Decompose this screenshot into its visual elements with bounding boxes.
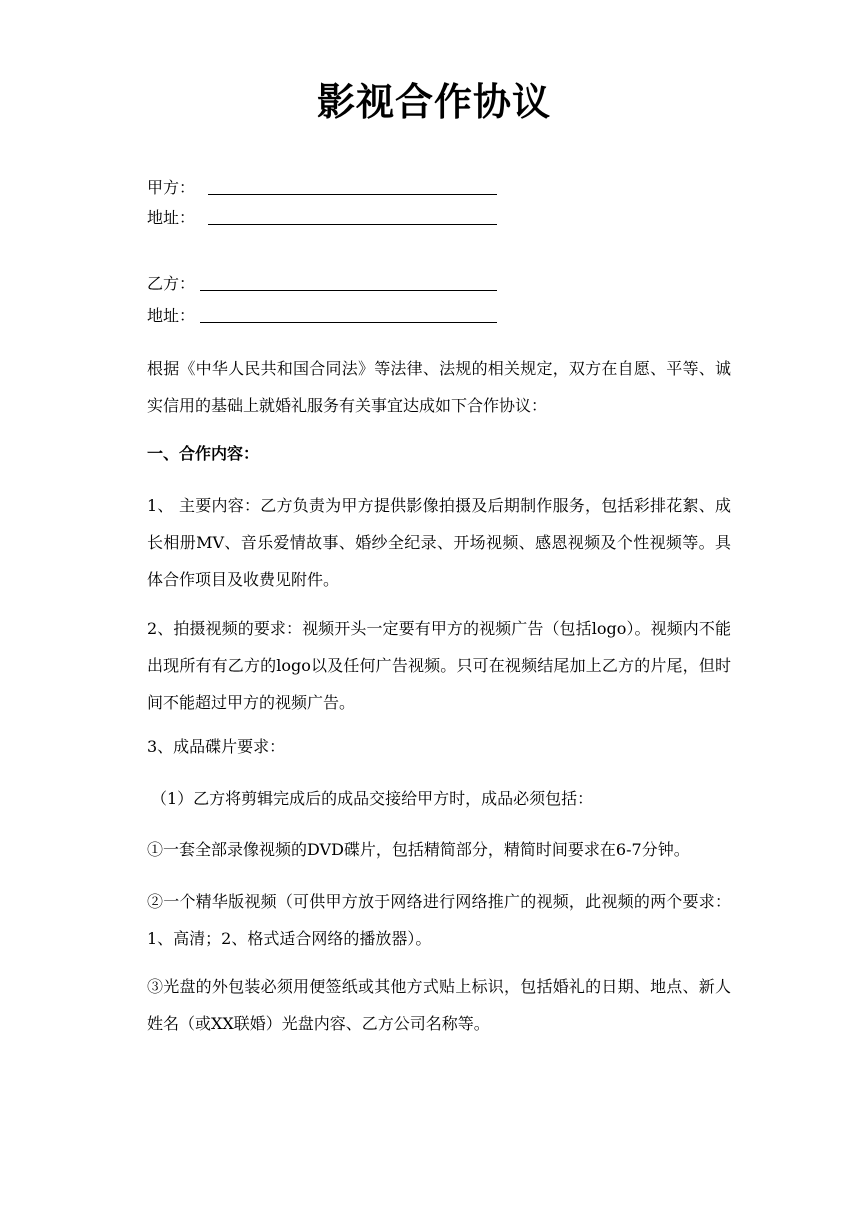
- party-b-address-field: [147, 304, 195, 328]
- clause-3-paragraph: 3、成品碟片要求：: [147, 737, 286, 756]
- party-b-address-blank-line: [200, 322, 497, 323]
- document-title: 影视合作协议: [316, 79, 551, 124]
- intro-paragraph: 根据《中华人民共和国合同法》等法律、法规的相关规定，双方在自愿、平等、诚实信用的基础上就婚礼服务有关事宜达成如下合作协议：: [147, 359, 731, 415]
- party-a-field: [147, 176, 195, 200]
- party-b-blank-line: [200, 290, 497, 291]
- party-a-address-blank-line: [208, 224, 497, 225]
- item-1-paragraph: ①一套全部录像视频的DVD碟片，包括精简部分，精简时间要求在6-7分钟。: [147, 840, 690, 859]
- clause-3-1-paragraph: （1）乙方将剪辑完成后的成品交接给甲方时，成品必须包括：: [151, 789, 594, 808]
- item-3-paragraph: ③光盘的外包装必须用便签纸或其他方式贴上标识，包括婚礼的日期、地点、新人姓名（或XX联婚）光盘内容、乙方公司名称等。: [147, 977, 731, 1033]
- party-a-blank-line: [208, 194, 497, 195]
- party-b-label: 乙方：: [147, 274, 196, 293]
- party-a-label: 甲方：: [147, 178, 196, 197]
- party-b-address-label: 地址：: [147, 306, 196, 325]
- clause-1-paragraph: 1、 主要内容：乙方负责为甲方提供影像拍摄及后期制作服务，包括彩排花絮、成长相册MV、音乐爱情故事、婚纱全纪录、开场视频、感恩视频及个性视频等。具体合作项目及收费见附件。: [147, 496, 731, 589]
- clause-2-paragraph: 2、拍摄视频的要求：视频开头一定要有甲方的视频广告（包括logo）。视频内不能出现所有有乙方的logo以及任何广告视频。只可在视频结尾加上乙方的片尾，但时间不能超过甲方的视频广告。: [147, 619, 731, 712]
- party-a-address-field: [147, 206, 195, 230]
- party-b-field: [147, 272, 195, 296]
- party-a-address-label: 地址：: [147, 208, 196, 227]
- section-1-heading: 一、合作内容：: [147, 444, 260, 463]
- item-2-paragraph: ②一个精华版视频（可供甲方放于网络进行网络推广的视频，此视频的两个要求：1、高清；2、格式适合网络的播放器）。: [147, 892, 731, 948]
